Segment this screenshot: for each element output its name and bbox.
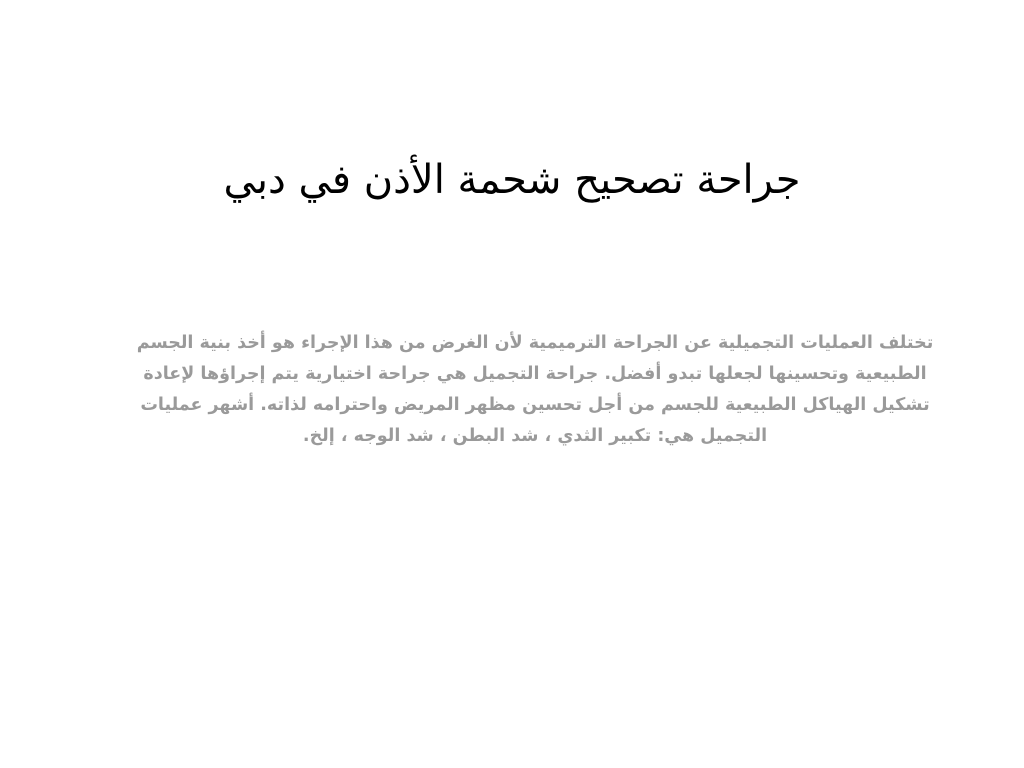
slide-title: جراحة تصحيح شحمة الأذن في دبي [223,157,801,203]
slide-body-text: تختلف العمليات التجميلية عن الجراحة الترميمية لأن الغرض من هذا الإجراء هو أخذ بنية الجسم الطبيعية وتحسينها لجعلها تبدو أفضل. جراحة التجميل هي جراحة اختيارية يتم إجراؤها لإعادة تشكيل الهياكل الطبيعية للجسم من أجل تحسين مظهر المريض واحترامه لذاته. أشهر عمليات التجميل هي: تكبير الثدي ، شد البطن ، شد الوجه ، إلخ. [136,333,934,446]
